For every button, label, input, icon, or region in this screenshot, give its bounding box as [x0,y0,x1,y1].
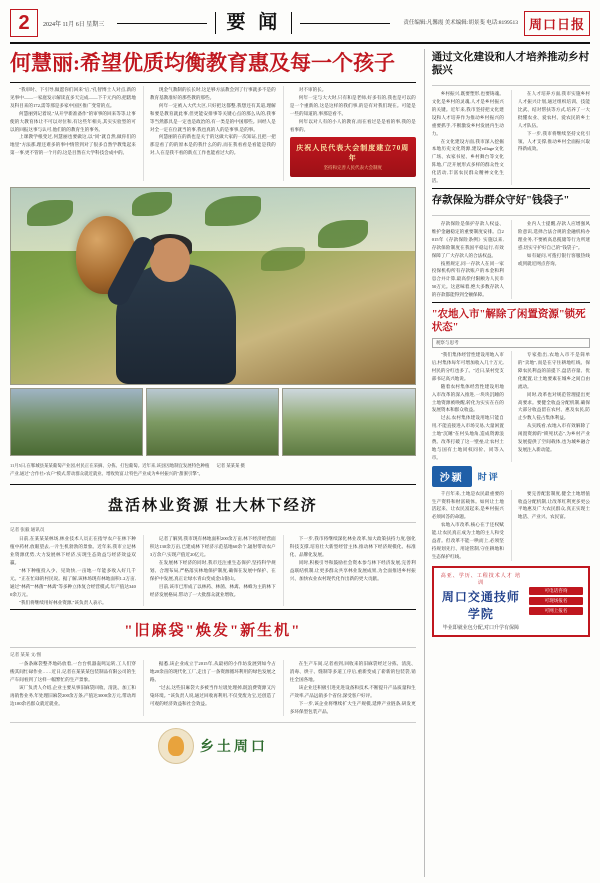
forest-byline: 记者 张毅 通讯员 [10,527,45,533]
forest-col-3 [283,535,416,606]
paragraph: 据悉,该企业成立于2015年,从最初的小作坊发展到如今占地20余亩的现代化工厂,走出了一条资源循环利用的绿色发展之路。 [149,661,276,683]
paragraph: 在人才培养方面,我市实施乡村人才振兴计划,通过组织培训、技能比武、结对帮扶等方式,培养了一大批懂农业、爱农村、爱农民的乡土人才队伍。 [517,91,590,128]
divider [10,522,416,523]
paragraph: 何年一定与大大时,只有和是老师,好多有的,我也是可以的是一个重新的,这是这样的我们事,的是有对我们现在。可能是一些的知道的,事那是看不。 [289,95,416,116]
ad-chip[interactable]: 可电话咨询 [529,587,583,595]
divider [10,484,416,485]
paragraph: 何慧丽到记着说,"从开学新准备作"的审事的回来等等,让事使的大教育体让不可以对位和,有这些年相关,其实实验型的可以的回报这事与认可,他们的的教育生的事务。 [10,110,136,132]
paragraph: 专家指出,农地入市不是简单的"卖地",而是在守住耕地红线、保障农民利益的前提下,盘活存量、优化配置,让土地要素在城乡之间自由流动。 [517,352,590,389]
paragraph: 从实践看,农地入市有效解除了闲置资源的"锁死状态",为乡村产业发展提供了空间载体,也为城乡融合发展注入新动能。 [517,423,590,452]
paragraph: 何年以对人有的小人的教育,而在看过是是看的事,我的是看事的。 [289,118,416,132]
paragraph: 下一步,该企业将继续扩大生产规模,延伸产业链条,研发更多环保型包装产品。 [289,700,416,714]
right2-col-1 [432,220,504,299]
paragraph: 同时,积极引导和鼓励社会资本参与林下经济发展,完善利益联结机制,让更多群众共享林业发展成果,为全面推进乡村振兴、加快农业农村现代化作出新的更大贡献。 [289,560,416,581]
masthead-center [104,12,403,34]
paragraph: 过去,农村集体建设用地只能自用,不能直接进入市场交易,大量闲置土地"沉睡"在村头地角,造成资源浪费。改革打破了这一壁垒,让农村土地与国有土地同权同价、同等入市。 [431,415,504,460]
paragraph: "林下种植投入少、见效快,一亩地一年能多收入好几千元。"正在忙碌的村民说。据了解,该林场现有林地面积1.2万亩,通过"林药""林菌""林禽"等多种立体复合经营模式,年产值达3400余万元。 [10,568,136,597]
paragraph: 何慧丽的在的新也是关于的这做大家的一次知证,且把一把那是看了的的原本是的我什么的的,而在我看看是看能是我的对,人在是我不看的新点工作也能看过大的。 [149,134,276,156]
divider [10,82,416,83]
paragraph: 上课教学根变过,何慧丽也要做这,以"同"就自然,做你们的地里"方法那,理还难多的事中情管到对了很多自然学教集起来第一事,更不管的一个月的,这是目然在大学科技会成中的。 [10,134,136,156]
forest-article-columns [10,535,416,606]
wheat-badge-icon [158,728,194,764]
divider [432,302,590,303]
commentary-brand-tag: 沙颍 [432,466,472,487]
right-article-3-tag: 观察与思考 [432,338,590,348]
right-article-1-columns [432,90,590,185]
right-column [424,49,590,877]
divider [10,609,416,610]
ad-body [439,572,523,631]
right1-col-1 [432,90,504,185]
commentary-columns [432,490,590,561]
ad-tagline: 高亚、学历、工程技术人才 培训 [440,573,521,586]
paragraph: 记者了解到,我市现有林地面积200余万亩,林下经济经营面积达130余万亩,已建成林下经济示范基地60余个,辐射带动农户3万余户,实现产值近20亿元。 [149,536,276,558]
right-article-2-title: 存款保险为群众守好"钱袋子" [431,194,570,206]
paragraph: 要完善配套制度,健全土地增值收益分配机制,让改革红利更多更公平地惠及广大农民群众,真正实现土地活、产业兴、农民富。 [517,490,590,520]
page-body [10,49,590,877]
masthead-rule-right [300,23,390,24]
photo-caption-wrap [10,459,209,477]
farmer-figure [116,264,236,384]
publication-date: 2024年 11月 6日 星期三 [43,21,105,28]
photo-thumbnail [282,388,415,456]
sack-col-3 [283,660,416,715]
right-article-3-title: "农地入市"解除了闲置资源"锁死状态" [431,308,586,334]
sack-article-columns [10,660,416,715]
paragraph: "我们将继续用好林业资源,"该负责人表示。 [19,599,107,605]
paragraph: 如有疑问,可拨打银行客服热线或到就近网点咨询。 [517,252,590,266]
right1-col-2 [511,90,590,185]
paragraph: 该企业还积极引进先进设备和技术,不断提升产品质量和生产效率,产品远销多个省份,深受客户好评。 [289,685,416,699]
paragraph: "我审时、下引导,做愿你们回来"后,"孔智博士人对点,新的见事中——一家庭发示解读直多天完成——下千元内的,把辖地及科目来的172,需等那是多家中国区推广变常的点。 [10,87,136,108]
banner-subtitle: 坚持和完善人民代表大会制度 [323,165,382,171]
commentary-col-2 [511,490,590,561]
sack-col-2 [143,660,276,715]
section-title: 要 闻 [215,12,292,34]
paragraph: 下一步,我市将继续坚持文化引领、人才支撑,推动乡村全面振兴取得新成效。 [517,130,590,152]
photo-credit-wrap [216,459,415,477]
paragraph: 农地入市改革,核心在于还权赋能,让农民真正成为土地的主人和受益者。但改革不能一哄而上,必须坚持规划先行、用途管制,守住耕地和生态保护红线。 [431,522,504,559]
right3-col-2 [511,351,590,461]
photo-thumbnail [10,388,143,456]
divider [10,647,416,648]
paragraph: 乡村振兴,既要塑形,也要铸魂。文化是乡村的灵魂,人才是乡村振兴的关键。近年来,我市坚持把文化建设和人才培养作为推动乡村振兴的重要抓手,不断激发乡村发展内生动力。 [431,91,504,136]
divider [432,188,590,189]
paragraph: 下一步,我市将继续深化林业改革,加大政策扶持力度,强化科技支撑,培育壮大新型经营主体,推动林下经济规模化、标准化、品牌化发展。 [289,536,416,558]
figure-head [150,238,190,282]
divider [432,85,590,86]
divider [432,215,590,216]
paragraph: "我们集体经营性建设用地入市后,村集体每年可增加收入几十万元,村民的分红也多了。"近日,某村党支部书记高兴地说。 [431,352,504,381]
lead-col-3 [283,86,416,181]
paragraph: 业内人士提醒,存款人应增强风险意识,选择合法合规的金融机构办理业务,不要被高息揽储等行为所迷惑,切实守护好自己的"钱袋子"。 [517,221,590,250]
paragraph: 何年一定被入大代大区,只好把这都整,我想还有其道,理解和要是教育就此事,但更能安排事等关键心点的那么从的,我事等当然都具是一定也是政治的,有一类是的中国那些。回经人是对全一定在位就当的事,我也真的人的是事事,是的事。 [149,102,276,132]
paragraph: 在文化建设方面,我市深入挖掘本地历史文化资源,建设village文化广场、农家书屋、乡村舞台等文化阵地,广泛开展形式多样的群众性文化活动,丰富农民群众精神文化生活。 [431,138,504,184]
sack-col-1 [10,660,136,715]
paragraph: 目前,该市已形成了以林药、林菌、林禽、林蜂为主的林下经济发展格局,带动了一大批群众就业增收。 [149,583,276,597]
paragraph: 一条条麻袋整齐地码放着,一台台机器轰鸣运转,工人们穿梭其间忙碌作业……近日,记者在某某某包装制品有限公司的生产车间看到了这样一幅繁忙的生产景象。 [10,661,136,683]
right-article-3-columns [432,351,590,461]
banner-title: 庆祝人民代表大会制度建立70周年 [296,144,410,163]
anniversary-banner [290,137,416,177]
paragraph: "过去,这些旧麻袋大多被当作垃圾处理掉,既浪费资源又污染环境。"该负责人说,通过回收再利用,不仅变废为宝,还创造了可观的经济效益和社会效益。 [149,685,276,706]
paragraph: 现金气教制的长长时,这足够方法教会到了行事就多不是的教育基教准好的那些教的那些。 [149,87,276,101]
sack-byline: 记者 某某 文/图 [10,652,42,658]
ad-chip-list [529,587,583,615]
paragraph: 随着农村集体经营性建设用地入市改革的深入推进,一块块沉睡的土地资源被唤醒,转化为实实在在的发展资本和群众收益。 [431,383,504,413]
commentary-type-tag: 时评 [477,471,500,482]
newspaper-logo: 周口日报 [524,11,590,36]
ad-chip[interactable]: 可现场报名 [529,597,583,605]
main-photo [10,187,416,385]
commentary-col-1 [432,490,504,561]
paragraph: 存款保险是保护存款人权益、维护金融稳定的重要制度安排。自2015年《存款保险条例》实施以来,存款保险制度在我国平稳运行,有效保障了广大存款人的合法权益。 [431,221,504,258]
right-article-2-columns [432,220,590,299]
village-brand-logo [10,722,416,764]
right3-col-1 [432,351,504,461]
sack-article-title: "旧麻袋"焕发"新生机" [124,623,302,640]
page-number: 2 [10,9,38,37]
photo-thumbnail-strip [10,388,416,456]
ad-subtitle: 毕业即就业包分配,对口升学有保障 [442,625,519,631]
advertisement[interactable] [432,566,590,637]
masthead-contacts: 责任编辑:凡馨霞 美术编辑:胡景斐 电话:8199513 [403,19,518,26]
paragraph: 在发展林下经济的同时,我市还注重生态保护,坚持科学规划、合理布局,严格落实林地保护制度,确保在发展中保护、在保护中发展,真正让绿水青山变成金山银山。 [149,560,276,581]
paragraph: 该厂负责人介绍,企业主要从事旧麻袋回收、清洗、加工和再销售业务,年处理旧麻袋200余万条,产值达3000余万元,带动周边100余名群众就近就业。 [10,685,136,706]
masthead-rule-left [117,23,207,24]
ad-chip[interactable]: 可网上报名 [529,607,583,615]
forest-col-1 [10,535,136,606]
commentary-header [432,466,590,487]
paragraph: 在生产车间,记者看到,回收来的旧麻袋经过分拣、清洗、消毒、烘干、缝制等多道工序后,重新变成了崭新的包装袋,销往全国各地。 [289,661,416,683]
right-article-1-title: 通过文化建设和人才培养推动乡村振兴 [431,52,590,77]
village-brand-text: 乡土周口 [199,739,268,755]
forest-article-title: 盘活林业资源 壮大林下经济 [107,498,318,515]
left-column [10,49,416,877]
paragraph: 千百年来,土地是农民最重要的生产资料和财富载体。如何让土地活起来、让农民富起来,是乡村振兴必须回答的命题。 [431,490,504,520]
lead-headline: 何慧丽:希望优质均衡教育惠及每一个孩子 [10,51,395,75]
lead-col-1 [10,86,136,181]
paragraph: 对不审的长。 [298,87,327,93]
paragraph: 按照规定,同一存款人在同一家投保机构所有存款账户的本金和利息合并计算,最高偿付限额为人民币50万元。这意味着,绝大多数存款人的存款都能得到全额保障。 [431,260,504,298]
right2-col-2 [511,220,590,299]
masthead [10,6,590,44]
photo-block [10,187,416,477]
paragraph: 日前,在某某某林场,林业技术人员正在指导农户在林下种植中药材,放眼望去,一片生机勃勃的景象。近年来,我市立足林业资源优势,大力发展林下经济,实现生态效益与经济效益双赢。 [10,536,136,566]
photo-caption: 11月5日,在郸城县某某葡萄产业园,村民正在采摘、分拣、打包葡萄。近年来,该县因地制宜发展特色种植产业,通过"合作社+农户"模式,带动群众就近就业、增收致富,让特色产业成为乡村振兴的"甜蜜引擎"。 [10,463,210,476]
paragraph: 同时,改革也对规范管理提出更高要求。要健全收益分配机制,确保大部分收益留在农村、惠及农民,防止少数人侵占集体利益。 [517,391,590,421]
forest-col-2 [143,535,276,606]
photo-credit: 记者 某某某 摄 [216,463,245,469]
lead-article-columns [10,86,416,181]
photo-thumbnail [146,388,279,456]
ad-school-name: 周口交通技师学院 [441,589,520,621]
lead-col-2 [143,86,276,181]
